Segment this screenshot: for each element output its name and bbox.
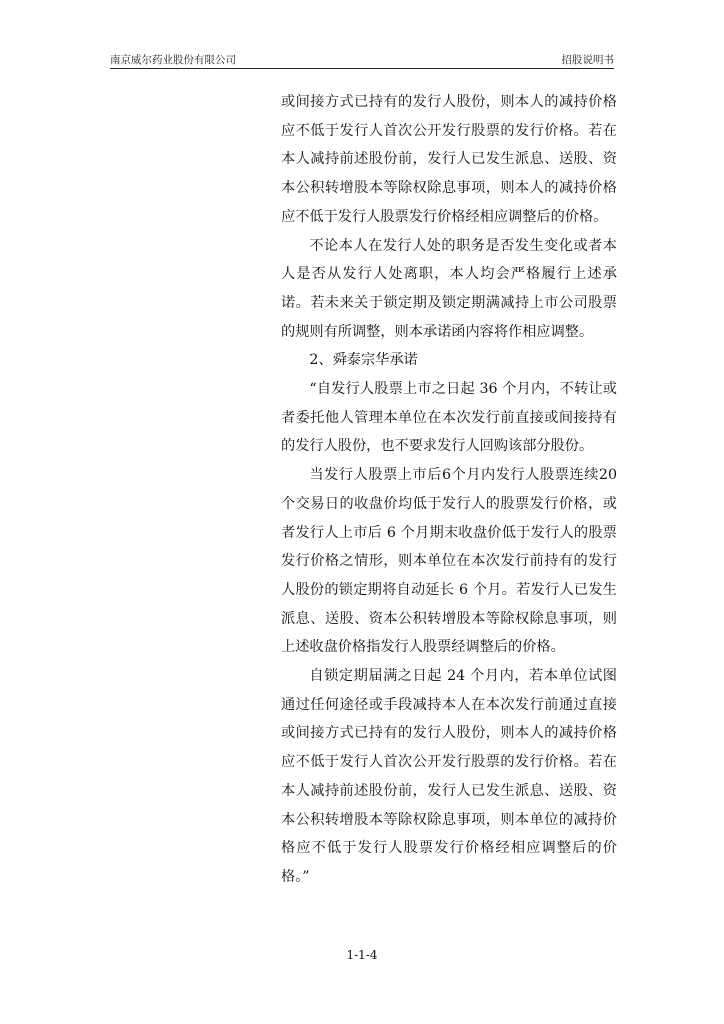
header-document-type: 招股说明书 xyxy=(561,54,614,66)
page-number: 1-1-4 xyxy=(346,948,378,962)
section-heading-shuntai-zonghua: 2、舜泰宗华承诺 xyxy=(309,352,418,369)
paragraph-continued-commitment: 或间接方式已持有的发行人股份，则本人的减持价格应不低于发行人首次公开发行股票的发行价格。若在本人减持前述股份前，发行人已发生派息、送股、资本公积转增股本等除权除息事项，则本人的减持价格应不低于发行人股票发行价格经相应调整后的价格。 xyxy=(281,94,617,225)
paragraph-reduction-price: 自锁定期届满之日起 24 个月内，若本单位试图通过任何途径或手段减持本人在本次发行前通过直接或间接方式已持有的发行人股份，则本人的减持价格应不低于发行人首次公开发行股票的发行价格。若在本人减持前述股份前，发行人已发生派息、送股、资本公积转增股本等除权除息事项，则本单位的减持价格应不低于发行人股票发行价格经相应调整后的价格。” xyxy=(281,668,617,885)
page-header xyxy=(110,50,614,69)
paragraph-lockup-36-months: “自发行人股票上市之日起 36 个月内，不转让或者委托他人管理本单位在本次发行前直接或间接持有的发行人股份，也不要求发行人回购该部分股份。 xyxy=(281,381,617,455)
paragraph-commitment-obligation: 不论本人在发行人处的职务是否发生变化或者本人是否从发行人处离职，本人均会严格履行上述承诺。若未来关于锁定期及锁定期满减持上市公司股票的规则有所调整，则本承诺函内容将作相应调整。 xyxy=(281,237,617,340)
page-body xyxy=(281,88,617,892)
header-company-name: 南京威尔药业股份有限公司 xyxy=(110,54,236,66)
paragraph-lockup-extension: 当发行人股票上市后6个月内发行人股票连续20个交易日的收盘价均低于发行人的股票发行价格，或者发行人上市后 6 个月期末收盘价低于发行人的股票发行价格之情形，则本单位在本次发行前持有的发行人股份的锁定期将自动延长 6 个月。若发行人已发生派息、送股、资本公积转增股本等除权除息事项，则上述收盘价格指发行人股票经调整后的价格。 xyxy=(281,467,617,656)
